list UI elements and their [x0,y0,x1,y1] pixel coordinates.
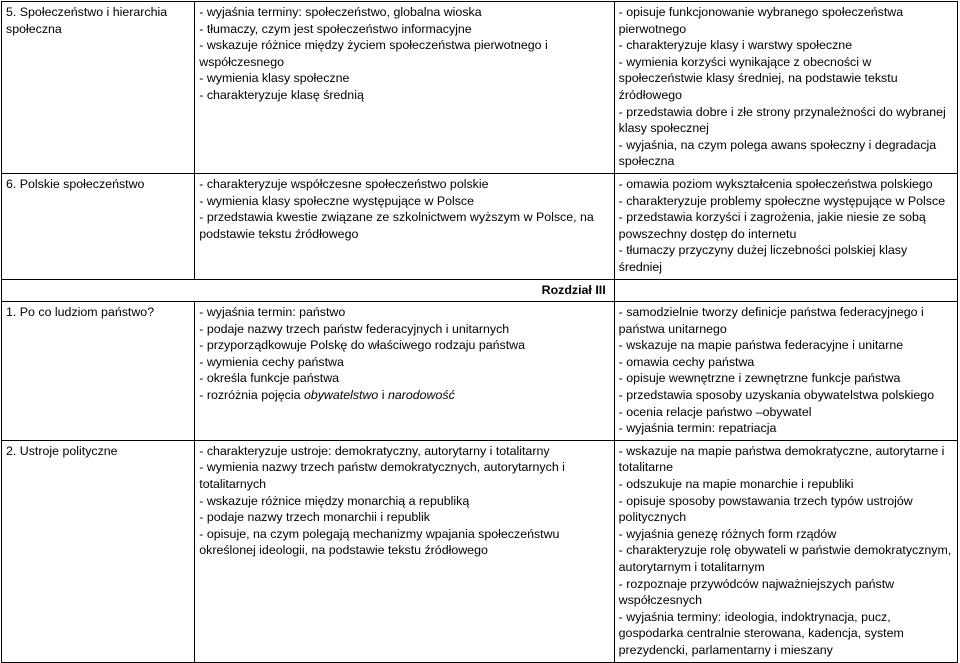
table-row [2,440,958,662]
list-item: - określa funkcje państwa [199,371,340,386]
item-prefix: - rozróżnia pojęcia [199,388,304,403]
term-citizenship: obywatelstwo [303,388,379,403]
term-nationality: narodowość [387,388,455,403]
list-item: - opisuje wewnętrzne i zewnętrzne funkcje państwa [618,371,901,386]
list-item: - przedstawia korzyści i zagrożenia, jakie niesie ze sobą powszechny dostęp do internetu [618,210,926,241]
list-item: - wskazuje różnice między monarchią a republiką [199,493,470,508]
chapter-row [2,279,958,302]
list-item: - wskazuje na mapie państwa federacyjne i unitarne [618,338,904,353]
chapter-title: Rozdział III [541,282,606,297]
list-item [199,387,609,404]
topic-title: 6. Polskie społeczeństwo [6,176,145,191]
list-item: - charakteryzuje problemy społeczne występujące w Polsce [618,193,946,208]
chapter-heading [2,279,615,302]
list-item: - tłumaczy, czym jest społeczeństwo informacyjne [199,21,472,36]
list-item: - przyporządkowuje Polskę do właściwego rodzaju państwa [199,338,526,353]
extended-requirements-cell [614,440,957,662]
list-item: - samodzielnie tworzy definicje państwa federacyjnego i państwa unitarnego [618,305,924,336]
topic-cell [2,2,195,174]
topic-cell [2,302,195,441]
basic-requirements-cell [195,173,614,279]
item-conjunction: i [378,388,388,403]
list-item: - tłumaczy przyczyny dużej liczebności polskiej klasy średniej [618,243,908,274]
list-item: - charakteryzuje klasę średnią [199,87,364,102]
topic-cell [2,440,195,662]
list-item: - rozpoznaje przywódców najważniejszych państw współczesnych [618,576,895,608]
list-item: - przedstawia dobre i złe strony przynależności do wybranej klasy społecznej [618,104,946,136]
extended-requirements-cell [614,302,957,441]
list-item: - omawia poziom wykształcenia społeczeństwa polskiego [618,176,933,191]
list-item: - wyjaśnia termin: państwo [199,305,346,320]
table-row [2,173,958,279]
list-item: - podaje nazwy trzech państw federacyjnych i unitarnych [199,321,510,336]
list-item: - wymienia klasy społeczne występujące w Polsce [199,193,475,208]
list-item: - wskazuje różnice między życiem społeczeństwa pierwotnego i współczesnego [199,38,548,69]
list-item: - odszukuje na mapie monarchie i republiki [618,477,854,492]
list-item: - podaje nazwy trzech monarchii i republik [199,510,430,525]
topic-title: 2. Ustroje polityczne [6,443,118,458]
list-item: - omawia cechy państwa [618,354,755,369]
list-item: - wyjaśnia terminy: ideologia, indoktrynacja, pucz, gospodarka centralnie sterowana, kadencja, system prezydencki, parlamentarny i mieszany [618,609,904,657]
list-item: - wymienia klasy społeczne [199,71,350,86]
empty-cell [614,279,957,302]
list-item: - charakteryzuje współczesne społeczeństwo polskie [199,176,489,191]
list-item: - wskazuje na mapie państwa demokratyczne, autorytarne i totalitarne [618,443,945,475]
basic-requirements-cell [195,440,614,662]
extended-requirements-cell [614,2,957,174]
list-item: - wyjaśnia genezę różnych form rządów [618,526,837,541]
list-item: - wyjaśnia terminy: społeczeństwo, globalna wioska [199,5,482,19]
list-item: - charakteryzuje rolę obywateli w państwie demokratycznym, autorytarnym i totalitarnym [618,543,952,574]
extended-requirements-cell [614,173,957,279]
table-row [2,302,958,441]
topic-title: 1. Po co ludziom państwo? [6,305,155,320]
list-item: - charakteryzuje ustroje: demokratyczny, autorytarny i totalitarny [199,443,550,458]
list-item: - charakteryzuje klasy i warstwy społeczne [618,38,853,53]
topic-title: 5. Społeczeństwo i hierarchia społeczna [6,5,168,36]
list-item: - opisuje, na czym polegają mechanizmy wpajania społeczeństwu określonej ideologii, na podstawie tekstu źródłowego [199,526,560,558]
list-item: - ocenia relacje państwo –obywatel [618,404,812,419]
list-item: - przedstawia sposoby uzyskania obywatelstwa polskiego [618,388,935,403]
basic-requirements-cell [195,302,614,441]
list-item: - wymienia nazwy trzech państw demokratycznych, autorytarnych i totalitarnych [199,460,565,492]
list-item: - przedstawia kwestie związane ze szkolnictwem wyższym w Polsce, na podstawie tekstu źródłowego [199,210,594,241]
list-item: - wymienia cechy państwa [199,354,344,369]
list-item: - wyjaśnia, na czym polega awans społeczny i degradacja społeczna [618,137,937,169]
list-item: - wyjaśnia termin: repatriacja [618,421,777,436]
topic-cell [2,173,195,279]
table-row [2,2,958,174]
list-item: - opisuje funkcjonowanie wybranego społeczeństwa pierwotnego [618,5,904,36]
curriculum-table [1,1,958,663]
list-item: - opisuje sposoby powstawania trzech typów ustrojów politycznych [618,493,913,525]
list-item: - wymienia korzyści wynikające z obecności w społeczeństwie klasy średniej, na podstawie tekstu źródłowego [618,54,898,102]
basic-requirements-cell [195,2,614,174]
